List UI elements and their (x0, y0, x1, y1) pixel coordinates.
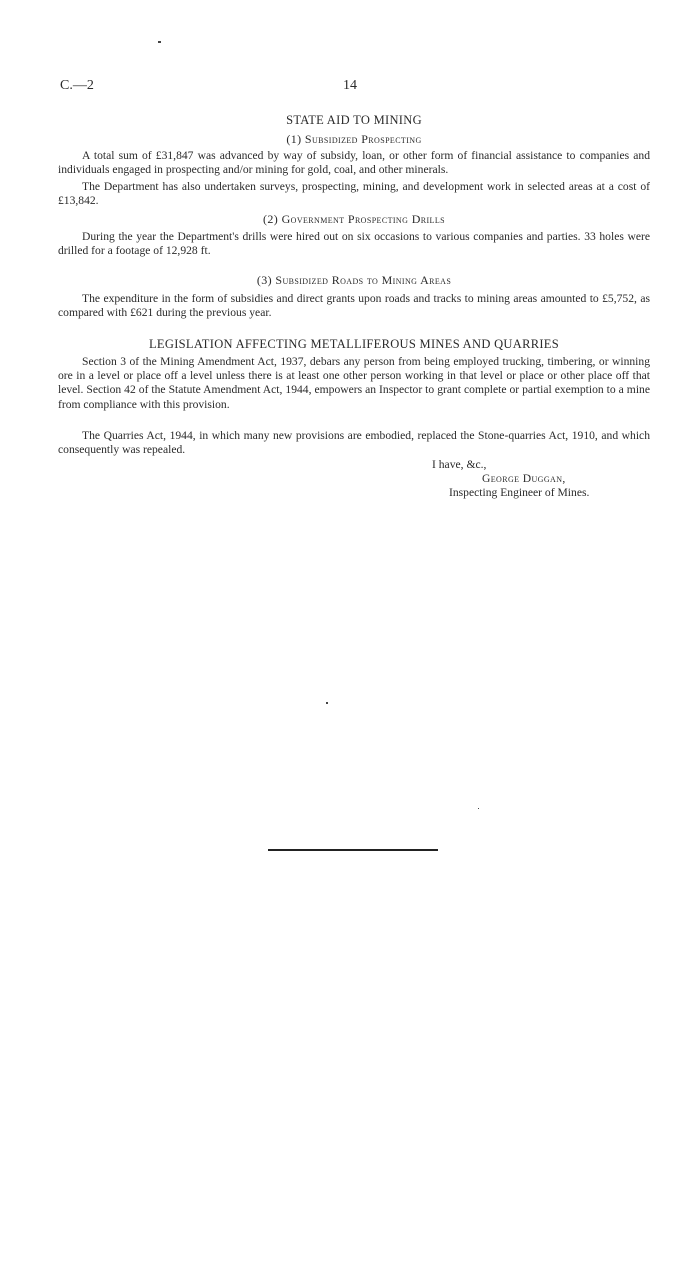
document-code: C.—2 (60, 78, 94, 93)
subsection-title-subsidized-roads: (3) Subsidized Roads to Mining Areas (256, 273, 452, 287)
paragraph-legislation-2: The Quarries Act, 1944, in which many new provisions are embodied, replaced the Stone-quarries Act, 1910, and which consequently was repealed. (58, 429, 650, 457)
paragraph-prospecting-drills: During the year the Department's drills were hired out on six occasions to various companies and parties. 33 holes were drilled for a footage of 12,928 ft. (58, 230, 650, 258)
subsection-title-prospecting-drills: (2) Government Prospecting Drills (263, 212, 445, 226)
section-title-state-aid: STATE AID TO MINING (286, 113, 422, 127)
subsection-title-subsidized-prospecting: (1) Subsidized Prospecting (286, 132, 422, 146)
signature-salutation: I have, &c., (432, 458, 487, 471)
paragraph-legislation-1: Section 3 of the Mining Amendment Act, 1937, debars any person from being employed trucking, timbering, or winning ore in a level or place off a level unless there is at least one other person working in that level or place or other place off that level. Section 42 of the Statute Amendment Act, 1944, empowers an Inspector to grant complete or partial exemption to a mine from compliance with this provision. (58, 355, 650, 411)
signature-name: George Duggan, (482, 472, 566, 485)
scan-mark (478, 808, 479, 809)
signature-title: Inspecting Engineer of Mines. (449, 486, 590, 499)
page-number: 14 (343, 78, 357, 93)
closing-rule (268, 849, 438, 851)
paragraph-subsidized-roads: The expenditure in the form of subsidies and direct grants upon roads and tracks to mining areas amounted to £5,752, as compared with £621 during the previous year. (58, 292, 650, 320)
scan-mark (158, 41, 161, 43)
section-title-legislation: LEGISLATION AFFECTING METALLIFEROUS MINES AND QUARRIES (149, 337, 559, 351)
scan-mark (326, 702, 328, 704)
paragraph-subsidized-prospecting-2: The Department has also undertaken surveys, prospecting, mining, and development work in selected areas at a cost of £13,842. (58, 180, 650, 208)
paragraph-subsidized-prospecting-1: A total sum of £31,847 was advanced by way of subsidy, loan, or other form of financial assistance to companies and individuals engaged in prospecting and/or mining for gold, coal, and other minerals. (58, 149, 650, 177)
